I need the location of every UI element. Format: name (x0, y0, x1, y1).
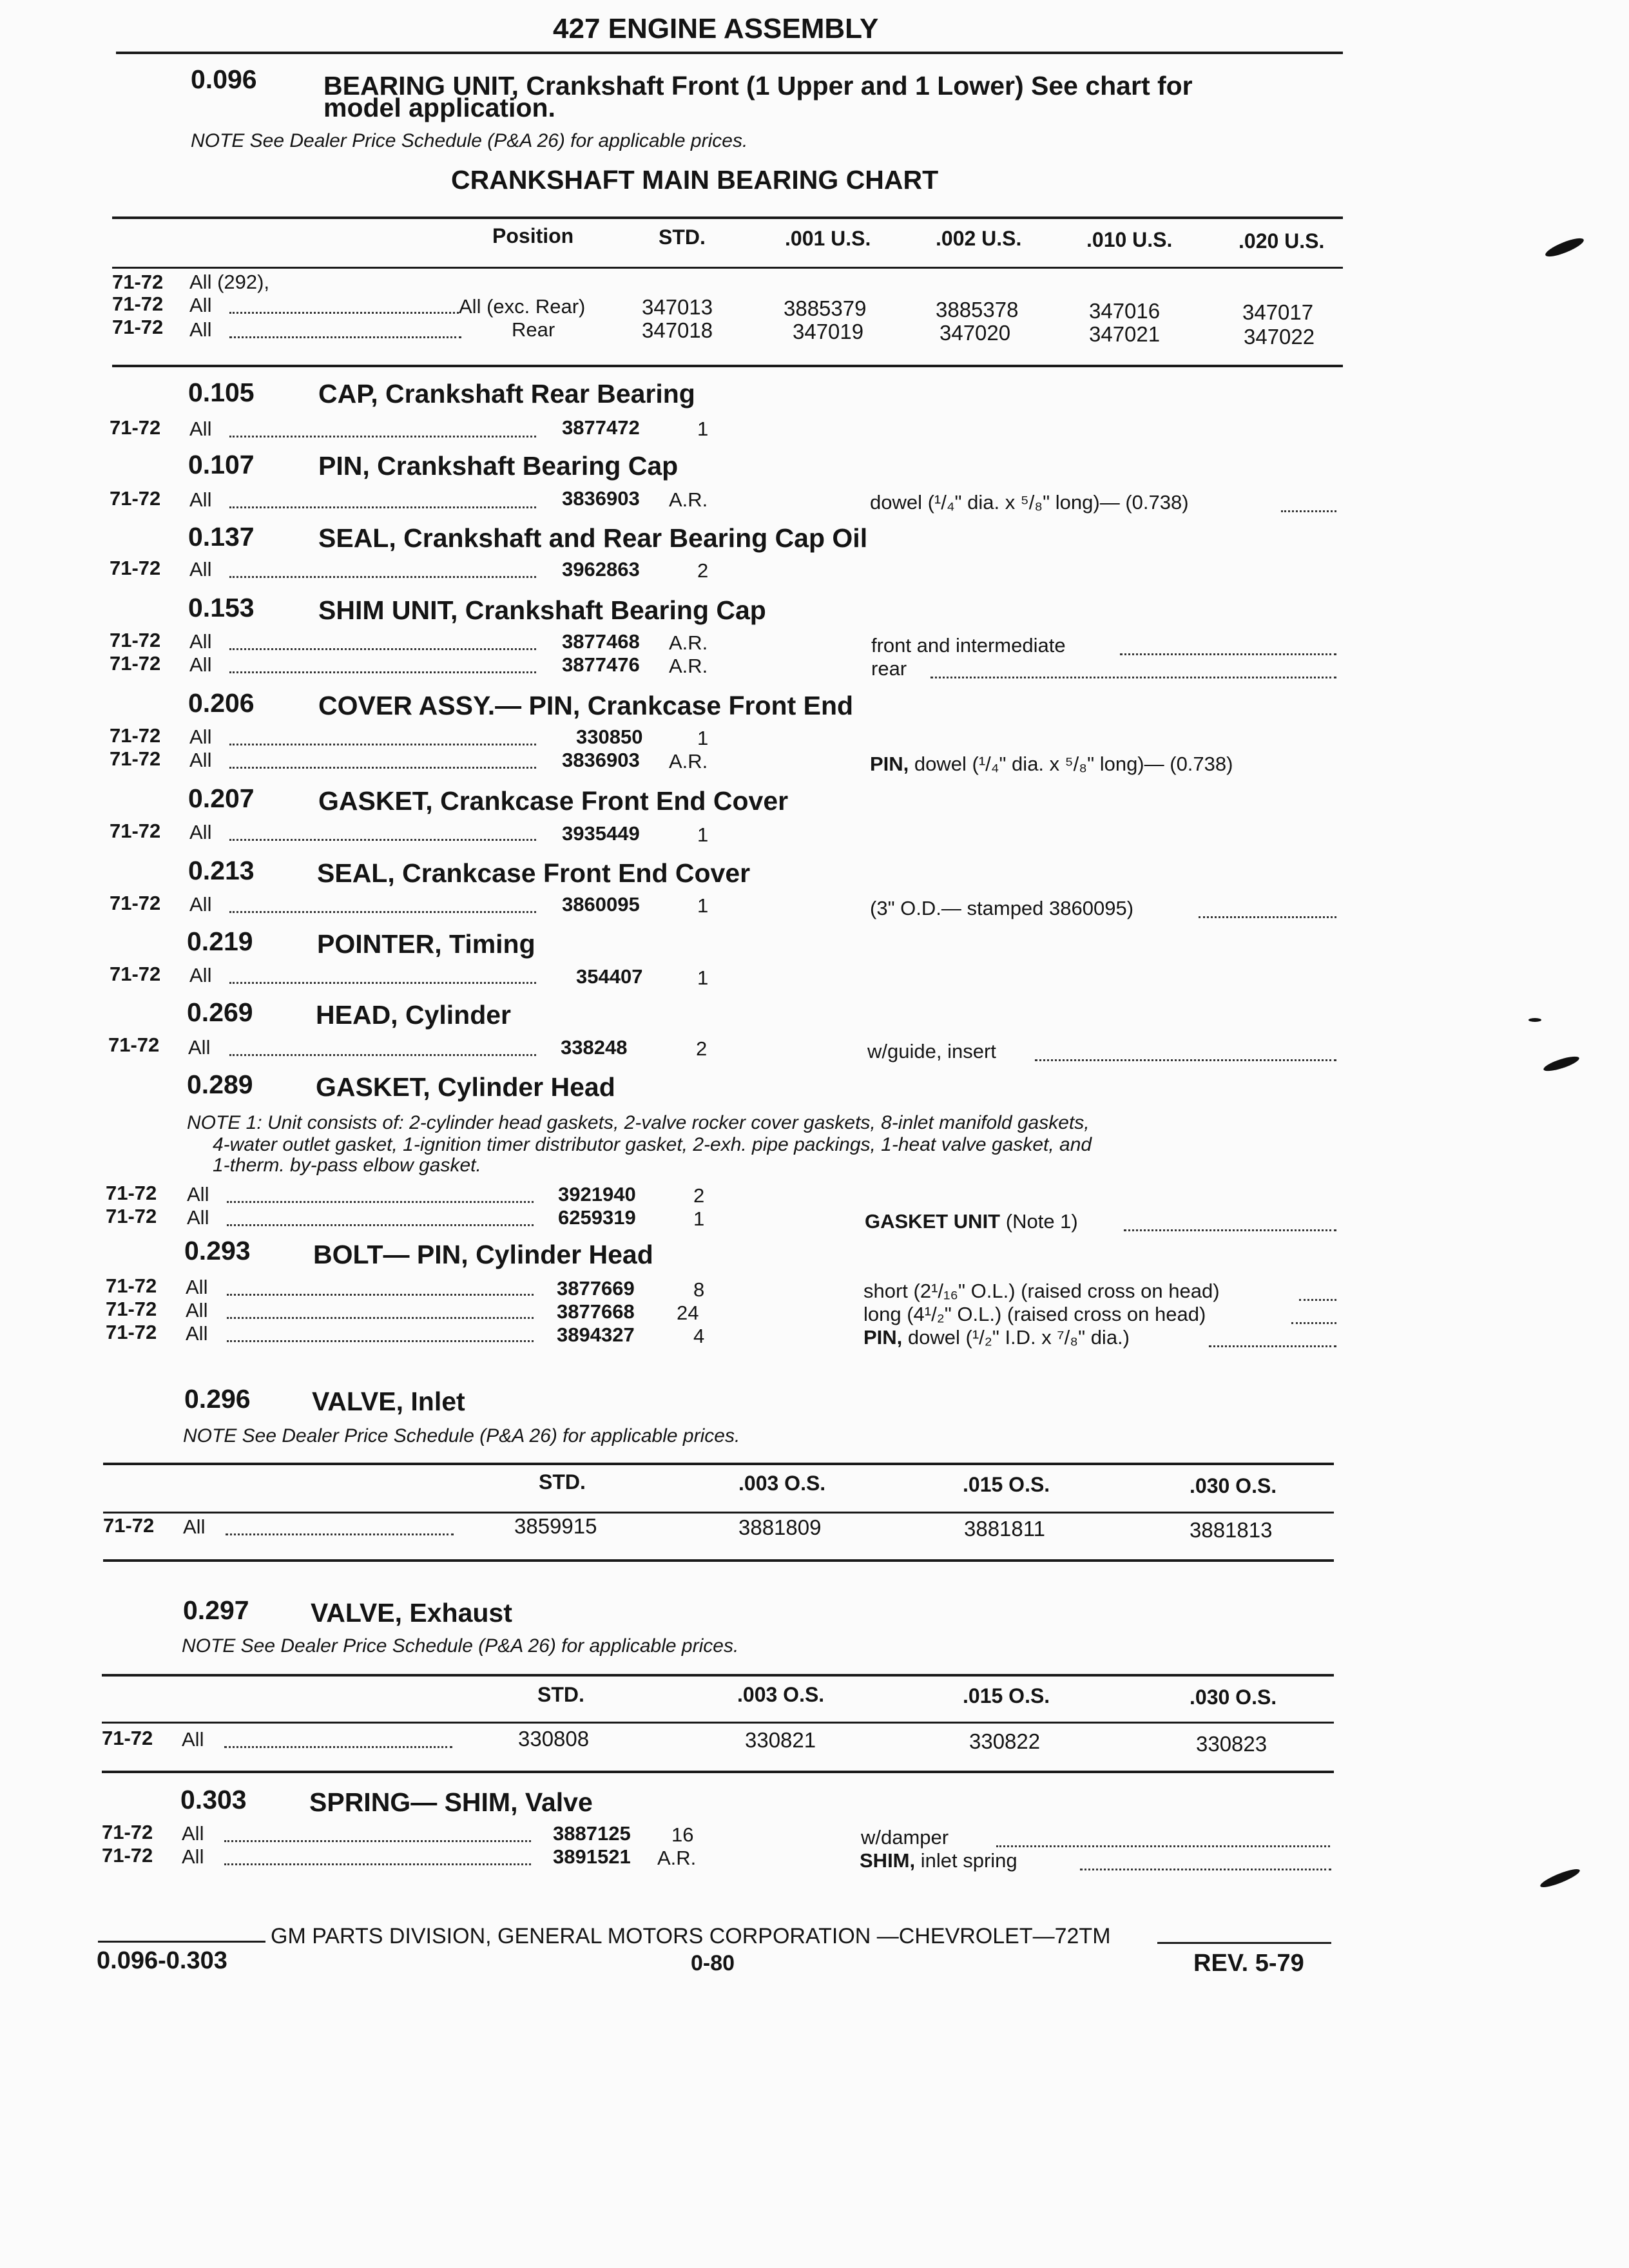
description: rear (871, 657, 907, 680)
inlet-cell: 3881813 (1190, 1518, 1273, 1542)
part-number: 3836903 (562, 487, 640, 510)
leader-dots (229, 744, 536, 745)
description-keyword: PIN, (870, 753, 909, 775)
quantity: 4 (693, 1325, 705, 1347)
leader-dots (1120, 653, 1336, 655)
leader-dots (224, 1840, 531, 1842)
exhaust-header-003: .003 O.S. (737, 1683, 825, 1706)
description-text: dowel (¹/₄" dia. x ⁵/₈" long)— (0.738) (914, 753, 1233, 775)
row-app: All (183, 1515, 206, 1538)
quantity: 24 (677, 1302, 699, 1324)
section-number: 0.296 (184, 1384, 251, 1414)
quantity: A.R. (669, 631, 708, 654)
description (870, 753, 1233, 776)
row-year: 71-72 (110, 747, 161, 770)
section-title-cont: model application. (323, 93, 555, 122)
leader-dots (229, 1054, 536, 1056)
row-year: 71-72 (110, 892, 161, 914)
section-number: 0.293 (184, 1236, 251, 1265)
exhaust-chart-top-rule (102, 1674, 1334, 1677)
footer-text: GM PARTS DIVISION, GENERAL MOTORS CORPORATION —CHEVROLET—72TM (271, 1924, 1111, 1948)
inlet-chart-header-rule (103, 1512, 1334, 1514)
quantity: A.R. (669, 750, 708, 773)
section-title: VALVE, Exhaust (311, 1598, 512, 1628)
section-number: 0.303 (180, 1785, 247, 1814)
part-number: 3877468 (562, 630, 640, 653)
row-app: All (189, 964, 212, 986)
section-number: 0.137 (188, 522, 255, 552)
chart-bottom-rule (112, 365, 1343, 367)
row-app: All (182, 1845, 204, 1868)
row-year: 71-72 (110, 724, 161, 747)
section-title: POINTER, Timing (317, 929, 535, 959)
leader-dots (229, 336, 461, 338)
description: short (2¹/₁₆" O.L.) (raised cross on head) (863, 1280, 1220, 1302)
chart-row-app: All (189, 318, 212, 341)
row-app: All (189, 418, 212, 440)
chart-header-002: .002 U.S. (936, 227, 1022, 250)
chart-cell: 347018 (642, 318, 713, 342)
exhaust-chart-header-rule (102, 1722, 1334, 1724)
binder-mark (1539, 1866, 1581, 1890)
chart-row-year: 71-72 (112, 293, 164, 315)
row-year: 71-72 (106, 1182, 157, 1204)
description: w/damper (861, 1826, 949, 1849)
price-note: NOTE See Dealer Price Schedule (P&A 26) for applicable prices. (182, 1635, 739, 1657)
row-app: All (186, 1322, 208, 1345)
part-number: 3962863 (562, 558, 640, 581)
leader-dots (229, 911, 536, 913)
chart-cell: 3885378 (936, 298, 1019, 322)
leader-dots (1035, 1059, 1336, 1061)
row-year: 71-72 (110, 487, 161, 510)
chart-header-std: STD. (659, 226, 706, 249)
section-number: 0.297 (183, 1595, 249, 1625)
description (863, 1326, 1130, 1349)
leader-dots (1299, 1299, 1336, 1301)
row-year: 71-72 (108, 1033, 160, 1056)
quantity: A.R. (669, 655, 708, 677)
part-number: 3891521 (553, 1845, 631, 1868)
part-number: 354407 (576, 965, 643, 988)
part-number: 3921940 (558, 1183, 636, 1206)
chart-row-position: All (exc. Rear) (459, 295, 586, 318)
section-title: SEAL, Crankshaft and Rear Bearing Cap Oil (318, 523, 868, 553)
leader-dots (224, 1746, 452, 1748)
section-number: 0.107 (188, 450, 255, 479)
binder-mark (1542, 1053, 1580, 1073)
leader-dots (1281, 510, 1336, 512)
exhaust-cell: 330823 (1196, 1732, 1268, 1756)
section-number: 0.219 (187, 927, 253, 956)
gasket-note: 4-water outlet gasket, 1-ignition timer distributor gasket, 2-exh. pipe packings, 1-heat valve gasket, and (213, 1134, 1092, 1155)
row-app: All (189, 749, 212, 771)
exhaust-chart-bottom-rule (102, 1771, 1334, 1773)
exhaust-header-std: STD. (537, 1683, 584, 1706)
chart-cell: 347016 (1089, 299, 1161, 323)
section-title: HEAD, Cylinder (316, 1000, 511, 1030)
quantity: 16 (671, 1823, 694, 1846)
leader-dots (1209, 1345, 1336, 1347)
quantity: A.R. (657, 1847, 697, 1869)
leader-dots (930, 677, 1336, 678)
section-title: GASKET, Crankcase Front End Cover (318, 786, 789, 816)
leader-dots (227, 1317, 534, 1319)
description (860, 1849, 1017, 1872)
leader-dots (229, 648, 536, 650)
chart-header-position: Position (492, 224, 574, 247)
section-title: SPRING— SHIM, Valve (309, 1787, 593, 1817)
leader-dots (227, 1224, 534, 1226)
row-year: 71-72 (102, 1821, 153, 1843)
chart-row-year: 71-72 (112, 316, 164, 338)
row-year: 71-72 (102, 1844, 153, 1867)
row-app: All (189, 488, 212, 511)
gasket-note: 1-therm. by-pass elbow gasket. (213, 1155, 481, 1176)
row-year: 71-72 (110, 416, 161, 439)
leader-dots (227, 1201, 534, 1203)
leader-dots (996, 1845, 1330, 1847)
chart-row-year: 71-72 (112, 271, 164, 293)
quantity: A.R. (669, 488, 708, 511)
row-year: 71-72 (110, 652, 161, 675)
row-app: All (187, 1183, 209, 1206)
row-year: 71-72 (110, 557, 161, 579)
section-number: 0.289 (187, 1070, 253, 1099)
section-title: VALVE, Inlet (312, 1387, 465, 1416)
chart-header-010: .010 U.S. (1086, 228, 1173, 251)
footer-rule-right (1157, 1942, 1331, 1944)
part-number: 3887125 (553, 1822, 631, 1845)
part-number: 3935449 (562, 822, 640, 845)
part-number: 330850 (576, 726, 643, 748)
section-title: CAP, Crankshaft Rear Bearing (318, 379, 695, 408)
exhaust-cell: 330822 (969, 1729, 1041, 1753)
row-app: All (187, 1206, 209, 1229)
leader-dots (227, 1340, 534, 1342)
row-year: 71-72 (102, 1727, 153, 1749)
binder-mark (1528, 1018, 1541, 1022)
chart-row-position: Rear (512, 318, 555, 341)
leader-dots (229, 767, 536, 769)
quantity: 1 (697, 727, 709, 749)
footer-page-number: 0-80 (691, 1951, 735, 1975)
section-number: 0.153 (188, 593, 255, 622)
quantity: 2 (693, 1184, 705, 1207)
leader-dots (1199, 916, 1336, 918)
inlet-cell: 3881811 (964, 1517, 1046, 1541)
inlet-header-015: .015 O.S. (963, 1473, 1050, 1496)
quantity: 8 (693, 1278, 705, 1301)
chart-cell: 347022 (1244, 325, 1315, 349)
row-app: All (182, 1728, 204, 1751)
chart-cell: 3885379 (784, 296, 867, 320)
description: dowel (¹/₄" dia. x ⁵/₈" long)— (0.738) (870, 491, 1189, 514)
exhaust-header-015: .015 O.S. (963, 1684, 1050, 1707)
section-title: GASKET, Cylinder Head (316, 1072, 615, 1102)
chart-row-app: All (189, 294, 212, 316)
row-app: All (189, 630, 212, 653)
leader-dots (227, 1294, 534, 1296)
section-title: PIN, Crankshaft Bearing Cap (318, 451, 679, 481)
leader-dots (229, 436, 536, 437)
exhaust-cell: 330808 (518, 1727, 590, 1751)
chart-cell: 347020 (940, 321, 1011, 345)
row-year: 71-72 (110, 820, 161, 842)
quantity: 1 (697, 966, 709, 989)
row-app: All (188, 1036, 211, 1059)
section-number: 0.105 (188, 378, 255, 407)
chart-header-rule (112, 267, 1343, 269)
chart-title: CRANKSHAFT MAIN BEARING CHART (451, 165, 939, 195)
part-number: 6259319 (558, 1206, 636, 1229)
quantity: 2 (696, 1037, 708, 1060)
leader-dots (229, 506, 536, 508)
description (865, 1210, 1078, 1233)
quantity: 1 (697, 894, 709, 917)
part-number: 3877476 (562, 653, 640, 676)
row-year: 71-72 (106, 1321, 157, 1343)
inlet-cell: 3881809 (738, 1515, 822, 1539)
section-title: BEARING UNIT, Crankshaft Front (1 Upper and 1 Lower) See chart for (323, 71, 1193, 101)
section-title: SHIM UNIT, Crankshaft Bearing Cap (318, 595, 766, 625)
leader-dots (1080, 1869, 1331, 1870)
row-app: All (189, 821, 212, 843)
description-text: dowel (¹/₂" I.D. x ⁷/₈" dia.) (907, 1326, 1130, 1349)
row-year: 71-72 (106, 1205, 157, 1227)
leader-dots (229, 671, 536, 673)
price-note: NOTE See Dealer Price Schedule (P&A 26) for applicable prices. (183, 1425, 740, 1446)
chart-cell: 347021 (1089, 322, 1161, 346)
chart-header-001: .001 U.S. (785, 227, 871, 250)
row-year: 71-72 (106, 1298, 157, 1320)
section-number: 0.269 (187, 997, 253, 1027)
row-year: 71-72 (110, 963, 161, 985)
leader-dots (229, 576, 536, 578)
part-number: 3836903 (562, 749, 640, 771)
inlet-header-030: .030 O.S. (1190, 1474, 1277, 1497)
binder-mark (1543, 235, 1585, 260)
section-number: 0.207 (188, 783, 255, 813)
row-year: 71-72 (106, 1274, 157, 1297)
row-app: All (189, 726, 212, 748)
row-app: All (186, 1276, 208, 1298)
section-number: 0.096 (191, 64, 257, 94)
part-number: 3877669 (557, 1277, 635, 1300)
footer-rule-left (98, 1941, 265, 1943)
chart-cell: 347017 (1242, 300, 1314, 324)
section-number: 0.206 (188, 688, 255, 718)
inlet-header-std: STD. (539, 1470, 586, 1494)
section-number: 0.213 (188, 856, 255, 885)
leader-dots (229, 839, 536, 841)
row-app: All (189, 558, 212, 581)
description: w/guide, insert (867, 1040, 996, 1062)
description: (3" O.D.— stamped 3860095) (870, 897, 1134, 919)
chart-cell: 347019 (793, 320, 864, 343)
exhaust-cell: 330821 (745, 1728, 816, 1752)
part-number: 3894327 (557, 1323, 635, 1346)
section-title: BOLT— PIN, Cylinder Head (313, 1240, 653, 1269)
part-number: 3860095 (562, 893, 640, 916)
leader-dots (1124, 1229, 1336, 1231)
description-keyword: PIN, (863, 1326, 903, 1349)
part-number: 3877668 (557, 1300, 635, 1323)
inlet-cell: 3859915 (514, 1514, 597, 1538)
quantity: 1 (697, 823, 709, 846)
description-keyword: SHIM, (860, 1849, 916, 1872)
inlet-chart-bottom-rule (103, 1559, 1334, 1562)
row-app: All (182, 1822, 204, 1845)
leader-dots (226, 1533, 454, 1535)
description-text: (Note 1) (1005, 1210, 1078, 1233)
page-title: 427 ENGINE ASSEMBLY (553, 13, 879, 44)
chart-cell: 347013 (642, 295, 713, 319)
description-keyword: GASKET UNIT (865, 1210, 1001, 1233)
header-rule (116, 52, 1343, 54)
row-year: 71-72 (110, 629, 161, 651)
row-app: All (186, 1299, 208, 1321)
description-text: inlet spring (920, 1849, 1017, 1872)
row-year: 71-72 (103, 1514, 155, 1537)
exhaust-header-030: .030 O.S. (1190, 1686, 1277, 1709)
row-app: All (189, 653, 212, 676)
chart-header-020: .020 U.S. (1239, 229, 1325, 253)
row-app: All (189, 893, 212, 916)
quantity: 1 (693, 1207, 705, 1230)
price-note: NOTE See Dealer Price Schedule (P&A 26) for applicable prices. (191, 130, 748, 151)
footer-range: 0.096-0.303 (97, 1947, 227, 1974)
leader-dots (229, 312, 459, 314)
leader-dots (224, 1863, 531, 1865)
footer-revision: REV. 5-79 (1193, 1950, 1304, 1977)
inlet-header-003: .003 O.S. (738, 1472, 826, 1495)
quantity: 1 (697, 418, 709, 440)
leader-dots (229, 982, 536, 984)
section-title: SEAL, Crankcase Front End Cover (317, 858, 751, 888)
quantity: 2 (697, 559, 709, 582)
chart-row-app: All (292), (189, 271, 270, 293)
part-number: 338248 (561, 1036, 628, 1059)
leader-dots (1291, 1322, 1336, 1324)
description: front and intermediate (871, 634, 1066, 657)
section-title: COVER ASSY.— PIN, Crankcase Front End (318, 691, 854, 720)
description: long (4¹/₂" O.L.) (raised cross on head) (863, 1303, 1206, 1325)
inlet-chart-top-rule (103, 1463, 1334, 1465)
gasket-note: NOTE 1: Unit consists of: 2-cylinder head gaskets, 2-valve rocker cover gaskets, 8-inlet manifold gaskets, (187, 1112, 1090, 1133)
part-number: 3877472 (562, 416, 640, 439)
chart-top-rule (112, 216, 1343, 219)
